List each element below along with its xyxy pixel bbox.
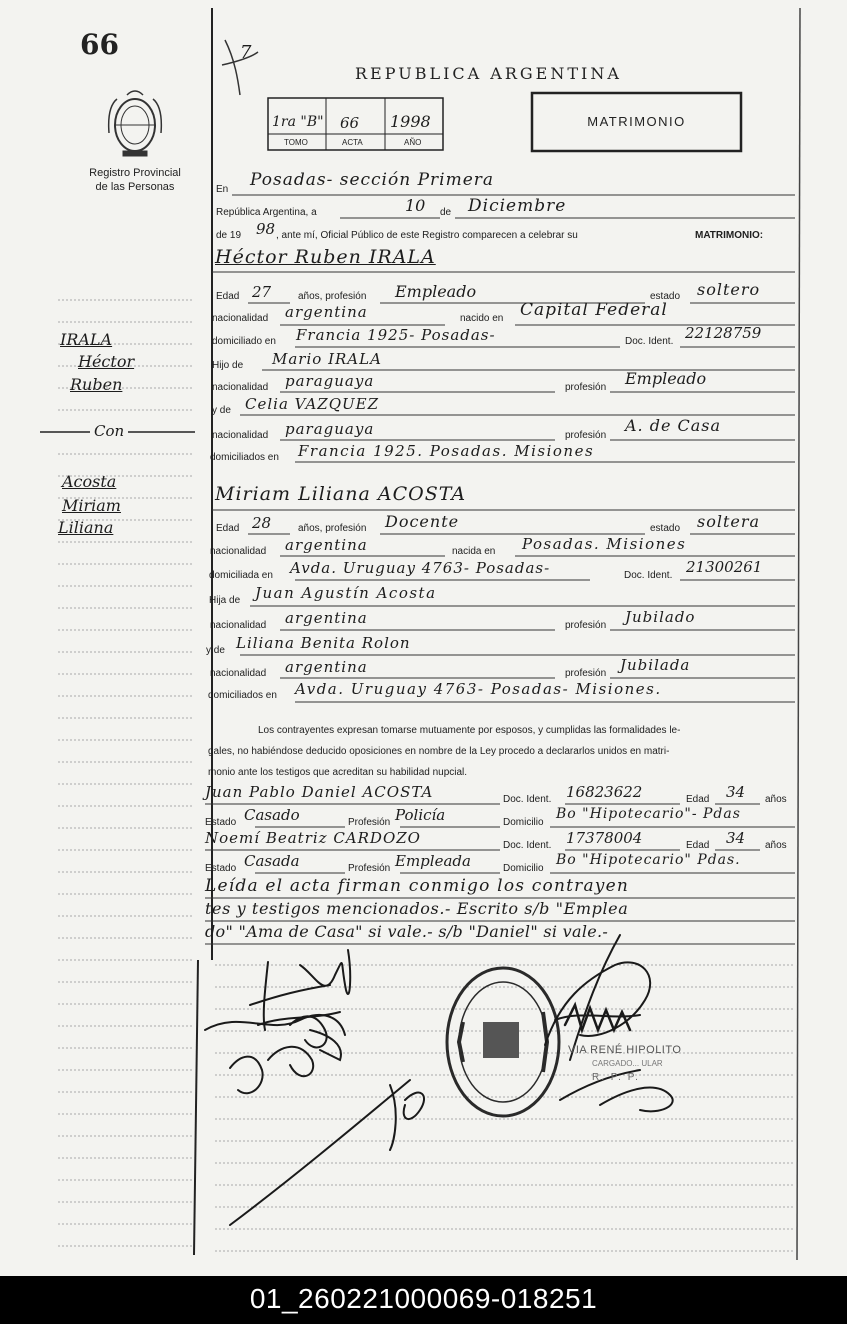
page-number: 66 [80,28,119,61]
acta-value: 66 [340,114,360,132]
bride-father-profession: Jubilado [625,608,696,626]
declaration-line-3: monio ante los testigos que acreditan su habilidad nupcial. [208,767,468,778]
bride-father-prof-label: profesión [565,620,607,631]
right-border-line [797,8,800,1260]
bride-profesion-label: años, profesión [298,523,367,534]
bride-mother: Liliana Benita Rolon [236,634,411,652]
bride-civil-status: soltera [697,512,761,531]
body-rules [215,965,795,1251]
groom-age: 27 [252,283,272,301]
groom-nacionalidad-label: nacionalidad [212,313,269,324]
officer-office: R. P. P. [592,1072,640,1083]
en-label: En [216,184,229,195]
bride-address: Avda. Uruguay 4763- Posadas- [290,559,551,577]
tomo-value: 1ra "B" [272,114,324,130]
bride-profession: Docente [385,512,460,531]
witness2-estado-label: Estado [205,863,237,874]
signature-bride-icon [230,1030,341,1093]
bride-doc: 21300261 [686,558,763,576]
margin-groom-name: Héctor [78,352,135,371]
groom-parents-dom-label: domiciliados en [210,452,279,463]
coat-of-arms-icon [109,91,162,156]
ante-text: , ante mí, Oficial Público de este Registro comparecen a celebrar su [276,230,578,241]
registry-line-1: Registro Provincial [89,167,181,179]
witness1-edad-label: Edad [686,794,710,805]
bride-nacida-label: nacida en [452,546,496,557]
groom-estado-label: estado [650,291,681,302]
witness1-address: Bo "Hipotecario"- Pdas [556,806,741,822]
groom-mother: Celia VAZQUEZ [245,395,380,413]
witness1-estado-label: Estado [205,817,237,828]
witness2-profession: Empleada [395,852,471,870]
groom-name: Héctor Ruben IRALA [215,246,436,268]
bride-nacionalidad-label: nacionalidad [210,546,267,557]
bride-name: Miriam Liliana ACOSTA [215,483,467,505]
signature-witness2-icon [230,1080,424,1225]
bride-age: 28 [252,514,272,532]
month-value: Diciembre [468,196,567,216]
witness2-anos-label: años [765,840,787,851]
witness2-profesion-label: Profesión [348,863,391,874]
year-suffix: 98 [256,220,276,238]
acta-label: ACTA [342,138,363,147]
left-border-line-lower [194,960,198,1255]
witness2-civil-status: Casada [244,852,300,870]
ano-value: 1998 [390,112,431,131]
witness1-age: 34 [726,783,746,801]
witness1-profession: Policía [395,806,446,824]
matrimonio-label: MATRIMONIO [587,114,686,129]
bride-estado-label: estado [650,523,681,534]
groom-mother-prof-label: profesión [565,430,607,441]
margin-bride-surname: Acosta [62,472,117,491]
groom-father: Mario IRALA [272,350,382,368]
margin-con: Con [90,422,128,440]
officer-role: CARGADO... ULAR [592,1059,663,1068]
officer-name: VIA RENÉ HIPOLITO [568,1044,682,1056]
bride-father-nationality: argentina [285,609,368,627]
republica-label: República Argentina, a [216,207,317,218]
groom-father-nationality: paraguaya [285,372,375,390]
ano-label: AÑO [404,138,422,147]
place-value: Posadas- sección Primera [250,170,495,190]
witness2-doc: 17378004 [566,829,643,847]
witness1-domicilio-label: Domicilio [503,817,544,828]
witness1-profesion-label: Profesión [348,817,391,828]
tomo-label: TOMO [284,138,308,147]
witness1-doc: 16823622 [566,783,643,801]
day-value: 10 [405,196,426,215]
witness1-civil-status: Casado [244,806,300,824]
bride-mother-profession: Jubilada [620,656,691,674]
closing-line-3: do" "Ama de Casa" si vale.- s/b "Daniel" si vale.- [205,922,609,941]
page-title: REPUBLICA ARGENTINA [355,64,622,83]
groom-domiciliado-label: domiciliado en [212,336,276,347]
witness2-doc-label: Doc. Ident. [503,840,552,851]
witness1-anos-label: años [765,794,787,805]
margin-bride-middle: Liliana [58,518,114,537]
witness2-edad-label: Edad [686,840,710,851]
matrimonio-word: MATRIMONIO: [695,230,764,241]
groom-profesion-label: años, profesión [298,291,367,302]
bride-doc-label: Doc. Ident. [624,570,673,581]
bride-father-nat-label: nacionalidad [210,620,267,631]
declaration-text [208,720,798,783]
groom-profession: Empleado [395,282,477,301]
closing-line-2: tes y testigos mencionados.- Escrito s/b "Emplea [205,899,629,918]
bride-yde-label: y de [206,645,225,656]
bride-father: Juan Agustín Acosta [255,584,437,602]
year-prefix: de 19 [216,230,242,241]
bride-mother-nat-label: nacionalidad [210,668,267,679]
witness1-name: Juan Pablo Daniel ACOSTA [205,783,434,801]
groom-doc-label: Doc. Ident. [625,336,674,347]
groom-nacido-label: nacido en [460,313,504,324]
groom-doc: 22128759 [685,324,762,342]
groom-father-nat-label: nacionalidad [212,382,269,393]
bride-parents-dom-label: domiciliados en [208,690,277,701]
groom-mother-nat-label: nacionalidad [212,430,269,441]
witness1-doc-label: Doc. Ident. [503,794,552,805]
declaration-line-1: Los contrayentes expresan tomarse mutuamente por esposos, y cumplidas las formalidades le- [258,725,681,736]
registry-caption [60,166,210,194]
groom-mother-profession: A. de Casa [625,416,722,435]
bride-birthplace: Posadas. Misiones [522,535,687,553]
witness2-name: Noemí Beatriz CARDOZO [205,829,421,847]
official-seal-icon [447,968,559,1116]
registry-line-2: de las Personas [95,181,175,193]
bride-nationality: argentina [285,536,368,554]
margin-rules [58,300,192,1246]
bride-edad-label: Edad [216,523,240,534]
groom-hijo-label: Hijo de [212,360,244,371]
groom-yde-label: y de [212,405,231,416]
de-label: de [440,207,452,218]
witness2-domicilio-label: Domicilio [503,863,544,874]
margin-groom-surname: IRALA [60,330,113,349]
groom-address: Francia 1925- Posadas- [296,326,496,344]
groom-civil-status: soltero [697,280,761,299]
bride-domiciliada-label: domiciliada en [209,570,273,581]
closing-line-1: Leída el acta firman conmigo los contrayen [205,876,629,896]
groom-mother-nationality: paraguaya [285,420,375,438]
margin-bride-name: Miriam [62,496,121,515]
witness2-address: Bo "Hipotecario" Pdas. [556,852,741,868]
declaration-line-2: gales, no habiéndose deducido oposiciones en nombre de la Ley procedo a declararlos unidos en matri- [208,746,670,757]
groom-parents-address: Francia 1925. Posadas. Misiones [298,442,595,460]
bride-mother-nationality: argentina [285,658,368,676]
groom-nationality: argentina [285,303,368,321]
bride-hija-label: Hija de [209,595,241,606]
bride-mother-prof-label: profesión [565,668,607,679]
groom-father-prof-label: profesión [565,382,607,393]
signature-officer-icon [545,935,673,1111]
witness2-age: 34 [726,829,746,847]
groom-father-profession: Empleado [625,369,707,388]
bride-parents-address: Avda. Uruguay 4763- Posadas- Misiones. [295,680,662,698]
footer-code: 01_260221000069-018251 [0,1276,847,1324]
margin-groom-middle: Ruben [70,375,123,394]
corner-mark: 7 [240,42,252,63]
groom-birthplace: Capital Federal [520,300,668,320]
groom-edad-label: Edad [216,291,240,302]
